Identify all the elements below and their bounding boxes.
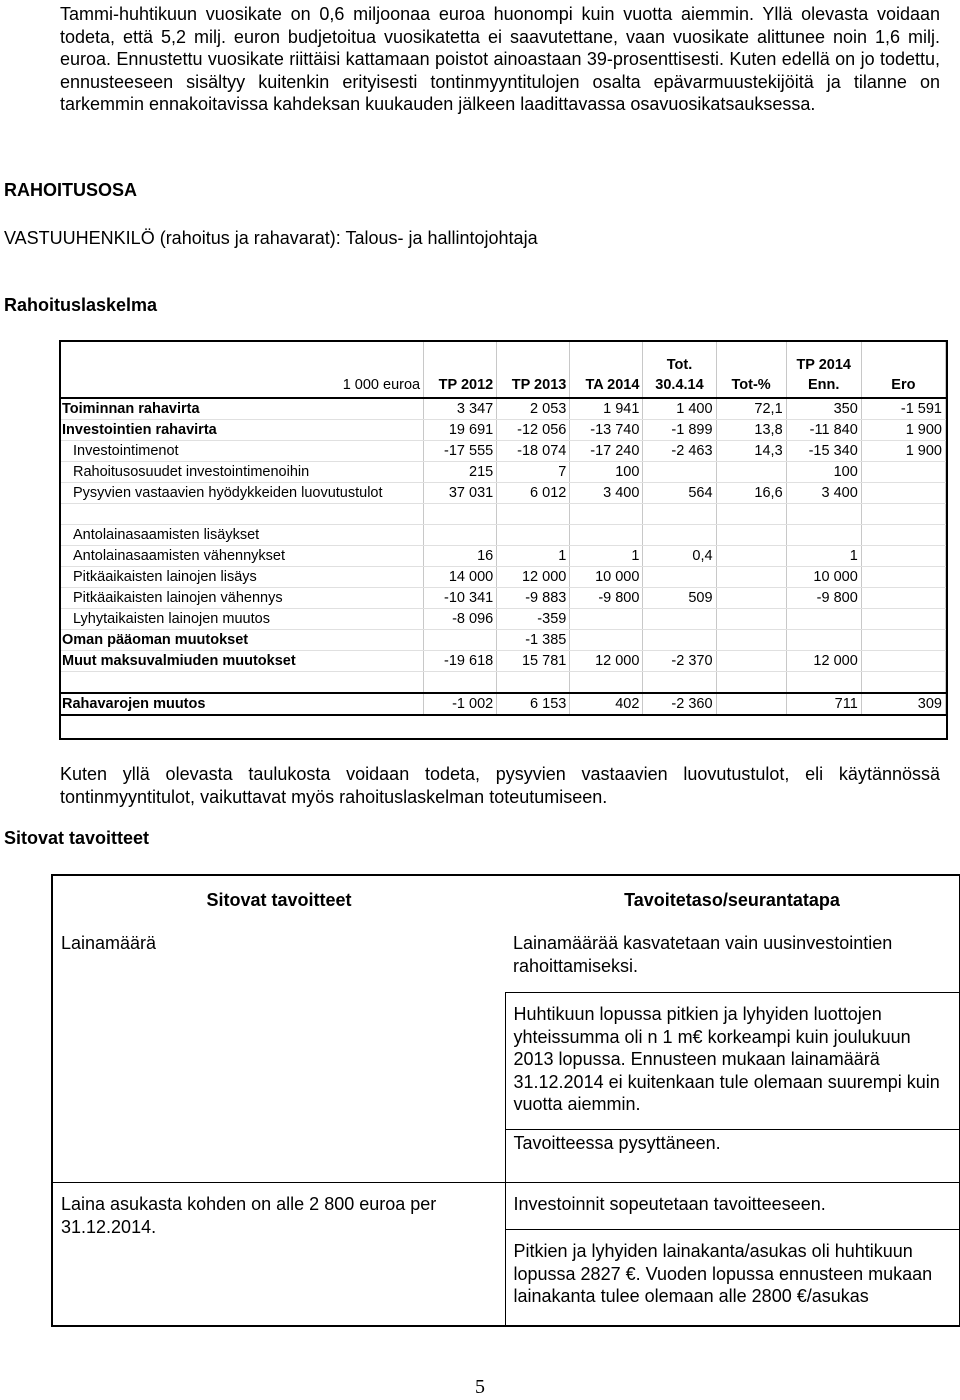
row-value: 1 900	[861, 441, 945, 462]
row-value: -10 341	[424, 588, 497, 609]
table-blank-row	[59, 504, 946, 525]
row-value: -9 800	[570, 588, 643, 609]
row-label: Muut maksuvalmiuden muutokset	[59, 651, 424, 672]
after-table-paragraph: Kuten yllä olevasta taulukosta voidaan todeta, pysyvien vastaavien luovutustulot, eli käytännössä tontinmyyntitulot, vaikuttavat myös rahoituslaskelman toteutumiseen.	[60, 764, 940, 807]
row-value	[716, 651, 786, 672]
goals-title: Sitovat tavoitteet	[4, 828, 150, 848]
row-value: 7	[497, 462, 570, 483]
row-value: 1 400	[643, 398, 716, 420]
header-tp2014-enn: TP 2014 Enn.	[786, 340, 861, 398]
row-value	[570, 630, 643, 651]
header-tot: Tot. 30.4.14	[643, 340, 716, 398]
row-value	[643, 525, 716, 546]
row-label: Pitkäaikaisten lainojen lisäys	[59, 567, 424, 588]
row-value: -19 618	[424, 651, 497, 672]
row-value: 1	[570, 546, 643, 567]
row-value	[497, 504, 570, 525]
row-value: 15 781	[497, 651, 570, 672]
row-value: 100	[786, 462, 861, 483]
row-value: 402	[570, 693, 643, 715]
table-row	[59, 588, 946, 609]
row-label	[59, 672, 424, 694]
table-row	[59, 398, 946, 420]
row-value: -13 740	[570, 420, 643, 441]
row-value	[643, 630, 716, 651]
row-label: Rahoitusosuudet investointimenoihin	[59, 462, 424, 483]
row-value: 509	[643, 588, 716, 609]
financing-statement-table	[59, 340, 946, 716]
row-value	[861, 609, 945, 630]
row-value: 3 400	[570, 483, 643, 504]
row-value	[786, 504, 861, 525]
row-label: Lyhytaikaisten lainojen muutos	[59, 609, 424, 630]
table-header-row	[59, 340, 946, 398]
row-value: -1 899	[643, 420, 716, 441]
row-value: 309	[861, 693, 945, 715]
row-value	[861, 546, 945, 567]
goal-loan-per-resident-target: Investoinnit sopeutetaan tavoitteeseen.	[505, 1183, 960, 1230]
row-value: -9 800	[786, 588, 861, 609]
row-value: -9 883	[497, 588, 570, 609]
header-ero: Ero	[861, 340, 945, 398]
row-value: 100	[570, 462, 643, 483]
table-row	[59, 567, 946, 588]
row-value: -1 385	[497, 630, 570, 651]
row-value: 10 000	[570, 567, 643, 588]
row-value	[716, 462, 786, 483]
row-value	[570, 525, 643, 546]
row-value: 350	[786, 398, 861, 420]
goal-loan-amount-follow-up: Huhtikuun lopussa pitkien ja lyhyiden luottojen yhteissumma oli n 1 m€ korkeampi kuin joulukuun 2013 lopussa. Ennusteen mukaan lainamäärä 31.12.2014 ei kuitenkaan tule olemaan suurempi kuin vuotta aiemmin.	[505, 993, 960, 1130]
row-label: Investointien rahavirta	[59, 420, 424, 441]
row-value	[861, 651, 945, 672]
intro-paragraph: Tammi-huhtikuun vuosikate on 0,6 miljoonaa euroa huonompi kuin vuotta aiemmin. Yllä olevasta voidaan todeta, että 5,2 milj. euron budjetoitua vuosikatetta ei saavutettane, vaan vuosikate alittunee noin 1,6 milj. euroa. Ennustettu vuosikate riittäisi kattamaan poistot ainoastaan 39-prosenttisesti. Kuten edellä on jo todettu, ennusteeseen sisältyy kuitenkin erityisesti tontinmyyntitulojen osalta epävarmuustekijöitä ja tilanne on tarkemmin ennakoitavissa kahdeksan kuukauden jälkeen laadittavassa osavuosikatsauksessa.	[60, 4, 940, 114]
table-row	[59, 420, 946, 441]
row-label: Investointimenot	[59, 441, 424, 462]
header-tp2013: TP 2013	[497, 340, 570, 398]
header-tp2012: TP 2012	[424, 340, 497, 398]
row-value: 72,1	[716, 398, 786, 420]
row-value	[716, 630, 786, 651]
row-value	[424, 672, 497, 694]
row-value: 1	[497, 546, 570, 567]
row-label: Pysyvien vastaavien hyödykkeiden luovutustulot	[59, 483, 424, 504]
row-value	[786, 525, 861, 546]
row-value: 12 000	[570, 651, 643, 672]
header-unit: 1 000 euroa	[59, 340, 424, 398]
table-row	[59, 630, 946, 651]
goals-header-target: Tavoitetaso/seurantatapa	[624, 889, 840, 910]
row-value	[424, 525, 497, 546]
row-value	[786, 630, 861, 651]
table-title: Rahoituslaskelma	[4, 295, 158, 315]
row-value: -1 002	[424, 693, 497, 715]
row-value: 2 053	[497, 398, 570, 420]
row-label: Antolainasaamisten vähennykset	[59, 546, 424, 567]
goal-loan-per-resident-follow-up: Pitkien ja lyhyiden lainakanta/asukas oli huhtikuun lopussa 2827 €. Vuoden lopussa ennusteen mukaan lainakanta tulee olemaan alle 2800 €/asukas	[505, 1230, 960, 1327]
row-value	[570, 504, 643, 525]
table-row	[59, 483, 946, 504]
row-value: -17 555	[424, 441, 497, 462]
row-value	[716, 504, 786, 525]
row-label: Antolainasaamisten lisäykset	[59, 525, 424, 546]
responsible-person: VASTUUHENKILÖ (rahoitus ja rahavarat): Talous- ja hallintojohtaja	[4, 228, 538, 248]
row-value	[643, 504, 716, 525]
row-value: 1	[786, 546, 861, 567]
row-value: 12 000	[786, 651, 861, 672]
section-title: RAHOITUSOSA	[4, 180, 138, 200]
row-value	[570, 672, 643, 694]
row-value: -1 591	[861, 398, 945, 420]
table-row	[59, 693, 946, 715]
row-value	[861, 588, 945, 609]
row-value	[786, 609, 861, 630]
row-value	[861, 462, 945, 483]
goal-loan-per-resident: Laina asukasta kohden on alle 2 800 euroa per 31.12.2014.	[52, 1183, 505, 1327]
row-value	[716, 546, 786, 567]
row-value: -8 096	[424, 609, 497, 630]
row-value	[861, 504, 945, 525]
row-value: 215	[424, 462, 497, 483]
row-value	[643, 609, 716, 630]
row-value	[643, 672, 716, 694]
row-value	[716, 693, 786, 715]
row-value	[497, 672, 570, 694]
table-row	[59, 462, 946, 483]
table-row	[59, 546, 946, 567]
row-label: Toiminnan rahavirta	[59, 398, 424, 420]
row-value: -12 056	[497, 420, 570, 441]
table-row	[59, 609, 946, 630]
row-value: -18 074	[497, 441, 570, 462]
row-value: -17 240	[570, 441, 643, 462]
row-value	[497, 525, 570, 546]
row-value	[643, 567, 716, 588]
row-value: -15 340	[786, 441, 861, 462]
row-value: 3 347	[424, 398, 497, 420]
row-value	[570, 609, 643, 630]
row-value: 14 000	[424, 567, 497, 588]
page-number: 5	[475, 1376, 485, 1398]
row-value: 19 691	[424, 420, 497, 441]
row-value: 10 000	[786, 567, 861, 588]
row-value: -2 463	[643, 441, 716, 462]
row-value	[716, 525, 786, 546]
header-tot-pct: Tot-%	[716, 340, 786, 398]
goals-header-goals: Sitovat tavoitteet	[206, 889, 352, 910]
row-value: 1 941	[570, 398, 643, 420]
table-row	[59, 441, 946, 462]
row-value: -2 360	[643, 693, 716, 715]
row-value: 13,8	[716, 420, 786, 441]
goal-loan-amount-status: Tavoitteessa pysyttäneen.	[505, 1130, 960, 1183]
row-value: 6 153	[497, 693, 570, 715]
row-value	[424, 630, 497, 651]
row-value: 711	[786, 693, 861, 715]
row-value: 0,4	[643, 546, 716, 567]
row-value: 14,3	[716, 441, 786, 462]
row-value: 564	[643, 483, 716, 504]
row-value: 3 400	[786, 483, 861, 504]
row-value	[786, 672, 861, 694]
row-value	[861, 672, 945, 694]
row-value: 16,6	[716, 483, 786, 504]
header-ta2014: TA 2014	[570, 340, 643, 398]
row-value: 12 000	[497, 567, 570, 588]
row-value: -2 370	[643, 651, 716, 672]
row-value	[716, 609, 786, 630]
row-value	[716, 567, 786, 588]
binding-goals-table	[51, 874, 960, 1327]
goal-loan-amount: Lainamäärä	[61, 933, 157, 953]
row-value	[716, 672, 786, 694]
goal-loan-amount-target: Lainamäärää kasvatetaan vain uusinvestointien rahoittamiseksi.	[513, 933, 893, 976]
row-value	[861, 630, 945, 651]
row-label: Rahavarojen muutos	[59, 693, 424, 715]
row-value	[861, 525, 945, 546]
table-row	[59, 651, 946, 672]
row-value: 16	[424, 546, 497, 567]
row-value: 37 031	[424, 483, 497, 504]
row-label: Pitkäaikaisten lainojen vähennys	[59, 588, 424, 609]
row-value: -11 840	[786, 420, 861, 441]
row-value	[716, 588, 786, 609]
table-blank-row	[59, 672, 946, 694]
row-value	[424, 504, 497, 525]
row-label: Oman pääoman muutokset	[59, 630, 424, 651]
row-value	[861, 567, 945, 588]
row-value: -359	[497, 609, 570, 630]
row-label	[59, 504, 424, 525]
row-value	[861, 483, 945, 504]
row-value: 1 900	[861, 420, 945, 441]
table-row	[59, 525, 946, 546]
row-value: 6 012	[497, 483, 570, 504]
row-value	[643, 462, 716, 483]
